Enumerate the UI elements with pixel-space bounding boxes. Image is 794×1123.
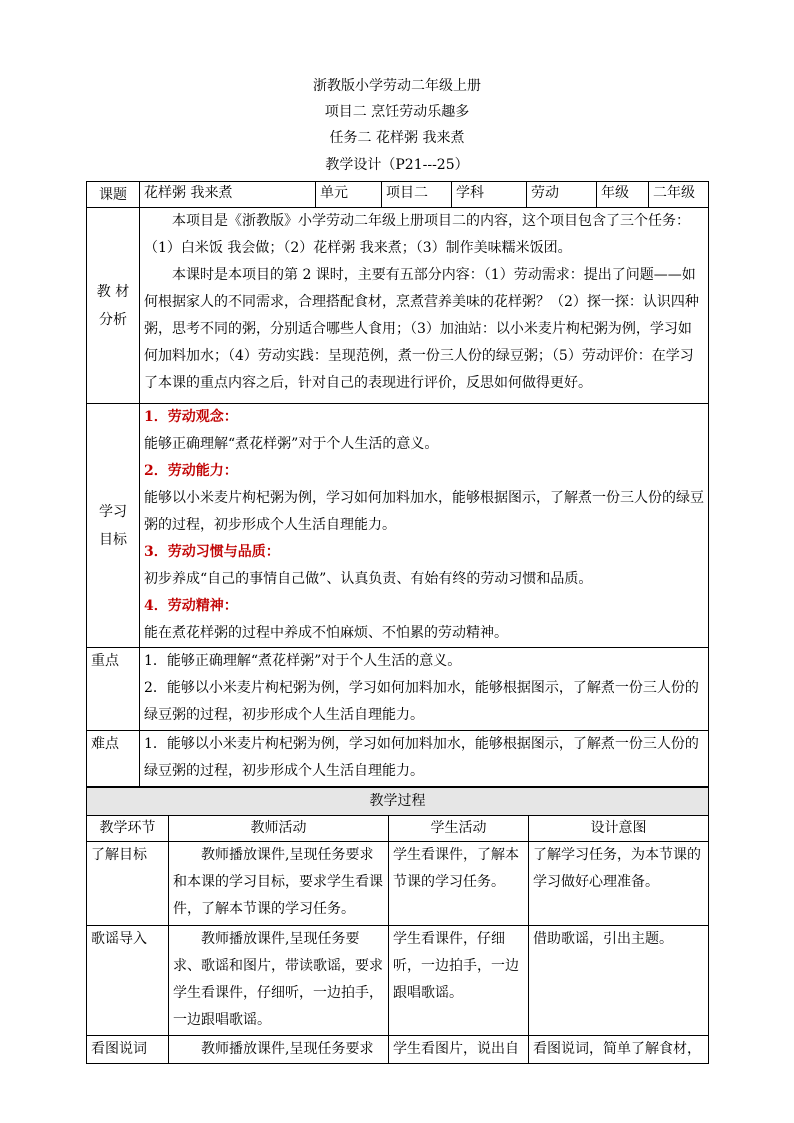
unit-value: 项目二 [382,182,452,208]
key-point-2: 2．能够以小米麦片枸杞粥为例，学习如何加料加水，能够根据图示，了解煮一份三人份的绿豆粥的过程，初步形成个人生活自理能力。 [144,680,699,723]
analysis-paragraph-2: 本课时是本项目的第 2 课时，主要有五部分内容：（1）劳动需求：提出了问题——如何根据家人的不同需求，合理搭配食材，烹煮营养美味的花样粥？（2）探一探：认识四种粥，思考不同的粥，分别适合哪些人食用；（3）加油站：以小米麦片枸杞粥为例，学习如何加料加水；（4）劳动实践：呈现范例，煮一份三人份的绿豆粥；（5）劳动评价：在学习了本课的重点内容之后，针对自己的表现进行评价，反思如何做得更好。 [144,267,699,391]
row-teacher: 教师播放课件,呈现任务要求、歌谣和图片，带读歌谣，要求学生看课件，仔细听，一边拍手，一边跟唱歌谣。 [169,926,389,1036]
row-student: 学生看课件，仔细听，一边拍手，一边跟唱歌谣。 [389,926,529,1036]
goals-content [140,404,709,648]
row-teacher: 教师播放课件,呈现任务要求和本课的学习目标，要求学生看课件，了解本节课的学习任务。 [169,842,389,926]
row-teacher: 教师播放课件,呈现任务要求 [169,1036,389,1064]
doc-title-line-2: 项目二 烹饪劳动乐趣多 [324,104,470,120]
process-row [87,926,709,1036]
goals-label-line-1: 学习 [99,503,127,520]
analysis-label-line-1: 教 材 [96,283,130,300]
goals-label [87,404,140,648]
key-point-1: 1．能够正确理解“煮花样粥”对于个人生活的意义。 [144,653,462,669]
key-points-content [140,648,709,731]
goal-heading-2: 2．劳动能力： [144,463,238,479]
row-stage: 了解目标 [87,842,169,926]
analysis-paragraph-1: 本项目是《浙教版》小学劳动二年级上册项目二的内容，这个项目包含了三个任务：（1）白米饭 我会做；（2）花样粥 我来煮；（3）制作美味糯米饭团。 [144,213,690,256]
process-header-row [87,816,709,842]
header-stage: 教学环节 [87,816,169,842]
difficulties-row [87,731,709,787]
goal-text-1: 能够正确理解“煮花样粥”对于个人生活的意义。 [144,436,439,452]
doc-title-line-1: 浙教版小学劳动二年级上册 [313,78,481,94]
header-intent: 设计意图 [529,816,709,842]
unit-label: 单元 [316,182,382,208]
topic-label: 课题 [87,182,140,208]
subject-value: 劳动 [527,182,597,208]
doc-title-line-3: 任务二 花样粥 我来煮 [329,130,465,146]
key-points-row [87,648,709,731]
difficulties-content [140,731,709,787]
row-stage: 看图说词 [87,1036,169,1064]
topic-value: 花样粥 我来煮 [140,182,316,208]
process-title: 教学过程 [87,788,709,816]
subject-label: 学科 [452,182,527,208]
header-teacher: 教师活动 [169,816,389,842]
goals-row [87,404,709,648]
difficulties-label: 难点 [87,731,140,787]
teaching-process-table [86,787,709,1064]
goal-heading-3: 3．劳动习惯与品质： [144,544,280,560]
analysis-content [140,208,709,404]
grade-value: 二年级 [649,182,709,208]
row-intent: 借助歌谣，引出主题。 [529,926,709,1036]
analysis-row [87,208,709,404]
info-row [87,182,709,208]
process-title-row [87,788,709,816]
goal-heading-1: 1．劳动观念： [144,409,238,425]
analysis-label-line-2: 分析 [99,311,127,328]
lesson-info-table [86,181,709,787]
process-row [87,1036,709,1064]
goal-heading-4: 4．劳动精神： [144,598,238,614]
analysis-label [87,208,140,404]
grade-label: 年级 [597,182,649,208]
doc-title-line-4: 教学设计（P21---25） [325,157,469,173]
goal-text-2: 能够以小米麦片枸杞粥为例，学习如何加料加水，能够根据图示，了解煮一份三人份的绿豆粥的过程，初步形成个人生活自理能力。 [144,490,704,533]
goal-text-4: 能在煮花样粥的过程中养成不怕麻烦、不怕累的劳动精神。 [144,625,508,641]
row-intent: 了解学习任务，为本节课的学习做好心理准备。 [529,842,709,926]
goals-label-line-2: 目标 [99,531,127,548]
process-row [87,842,709,926]
row-student: 学生看图片，说出自 [389,1036,529,1064]
goal-text-3: 初步养成“自己的事情自己做”、认真负责、有始有终的劳动习惯和品质。 [144,571,593,587]
header-student: 学生活动 [389,816,529,842]
row-student: 学生看课件，了解本节课的学习任务。 [389,842,529,926]
row-intent: 看图说词，简单了解食材， [529,1036,709,1064]
row-stage: 歌谣导入 [87,926,169,1036]
key-points-label: 重点 [87,648,140,731]
difficulty-1: 1．能够以小米麦片枸杞粥为例，学习如何加料加水，能够根据图示，了解煮一份三人份的绿豆粥的过程，初步形成个人生活自理能力。 [144,736,699,779]
